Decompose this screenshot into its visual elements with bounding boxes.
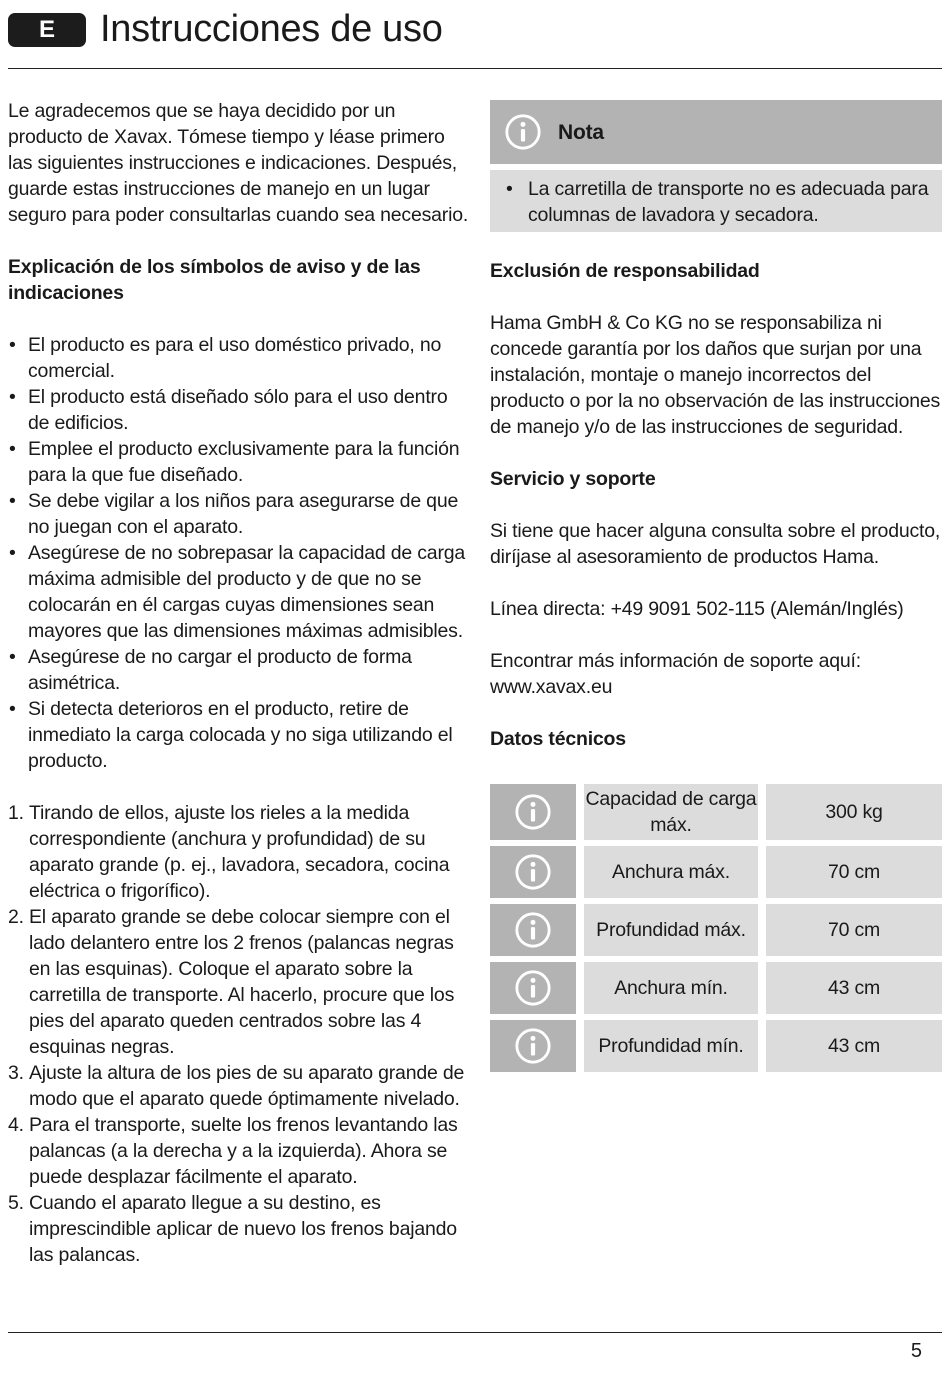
- service-heading: Servicio y soporte: [490, 468, 656, 490]
- step-text: El aparato grande se debe colocar siempre con el lado delantero entre los 2 frenos (palancas negras en las esquinas). Coloque el aparato sobre la carretilla de transporte. Al hacerlo, procure que los pies del aparato queden centrados sobre las 4 esquinas negras.: [29, 906, 455, 1058]
- instruction-steps: [8, 800, 470, 1268]
- page-header: [8, 10, 942, 70]
- note-body: [490, 170, 942, 232]
- step-number: 2.: [8, 906, 24, 928]
- footer-divider: [8, 1332, 942, 1333]
- right-column: [490, 100, 942, 1078]
- tech-heading: Datos técnicos: [490, 728, 626, 750]
- spec-icon-cell: [490, 1020, 576, 1072]
- info-icon: [514, 969, 552, 1007]
- table-row: [490, 962, 942, 1014]
- spec-label: Anchura mín.: [576, 962, 758, 1014]
- intro-paragraph: Le agradecemos que se haya decidido por un producto de Xavax. Tómese tiempo y léase primero las siguientes instrucciones e indicaciones. Después, guarde estas instrucciones de manejo en un lugar seguro para poder consultarlas cuando sea necesario.: [8, 100, 469, 226]
- step-item: [8, 800, 470, 904]
- step-text: Cuando el aparato llegue a su destino, es imprescindible aplicar de nuevo los frenos bajando las palancas.: [29, 1192, 457, 1266]
- spec-value: 43 cm: [758, 1020, 942, 1072]
- step-number: 5.: [8, 1192, 24, 1214]
- list-item: • Emplee el producto exclusivamente para la función para la que fue diseñado.: [8, 436, 470, 488]
- step-item: [8, 1112, 470, 1190]
- step-item: [8, 1190, 470, 1268]
- step-item: [8, 904, 470, 1060]
- liability-text: Hama GmbH & Co KG no se responsabiliza ni concede garantía por los daños que surjan por una instalación, montaje o manejo incorrectos del producto o por la no observación de las instrucciones de manejo y/o de las instrucciones de seguridad.: [490, 312, 941, 438]
- spec-icon-cell: [490, 784, 576, 840]
- spec-label: Capacidad de carga máx.: [576, 784, 758, 840]
- step-text: Para el transporte, suelte los frenos levantando las palancas (a la derecha y a la izquierda). Ahora se puede desplazar fácilmente el aparato.: [29, 1114, 458, 1188]
- step-item: [8, 1060, 470, 1112]
- list-item: • Si detecta deterioros en el producto, retire de inmediato la carga colocada y no siga utilizando el producto.: [8, 696, 470, 774]
- step-text: Tirando de ellos, ajuste los rieles a la medida correspondiente (anchura y profundidad) de su aparato grande (p. ej., lavadora, secadora, cocina eléctrica o frigorífico).: [29, 802, 450, 902]
- note-box: [490, 100, 942, 232]
- liability-heading: Exclusión de responsabilidad: [490, 260, 760, 282]
- info-icon: [504, 113, 542, 151]
- step-number: 3.: [8, 1062, 24, 1084]
- list-item: • Se debe vigilar a los niños para asegurarse de que no juegan con el aparato.: [8, 488, 470, 540]
- note-title: Nota: [558, 121, 604, 144]
- language-badge: E: [8, 13, 86, 47]
- spec-value: 43 cm: [758, 962, 942, 1014]
- spec-value: 300 kg: [758, 784, 942, 840]
- list-item: • Asegúrese de no sobrepasar la capacidad de carga máxima admisible del producto y de que no se colocarán en él cargas cuyas dimensiones sean mayores que las dimensiones máximas admisibles.: [8, 540, 470, 644]
- step-text: Ajuste la altura de los pies de su aparato grande de modo que el aparato quede óptimamente nivelado.: [29, 1062, 465, 1110]
- left-column: [8, 98, 470, 1268]
- spec-table: [490, 778, 942, 1078]
- table-row: [490, 904, 942, 956]
- service-text: Si tiene que hacer alguna consulta sobre el producto, diríjase al asesoramiento de productos Hama.: [490, 520, 941, 568]
- spec-icon-cell: [490, 904, 576, 956]
- bullet: •: [506, 178, 513, 200]
- info-icon: [514, 853, 552, 891]
- page-number: 5: [910, 1340, 922, 1362]
- spec-label: Profundidad mín.: [576, 1020, 758, 1072]
- info-icon: [514, 1027, 552, 1065]
- hotline-text: Línea directa: +49 9091 502-115 (Alemán/Inglés): [490, 598, 904, 620]
- spec-icon-cell: [490, 962, 576, 1014]
- support-url: www.xavax.eu: [490, 676, 613, 698]
- list-item: • El producto es para el uso doméstico privado, no comercial.: [8, 332, 470, 384]
- spec-label: Profundidad máx.: [576, 904, 758, 956]
- table-row: [490, 1020, 942, 1072]
- step-number: 1.: [8, 802, 24, 824]
- page-title: Instrucciones de uso: [100, 8, 443, 50]
- list-item: • El producto está diseñado sólo para el uso dentro de edificios.: [8, 384, 470, 436]
- symbols-heading: Explicación de los símbolos de aviso y de las indicaciones: [8, 256, 421, 304]
- info-icon: [514, 911, 552, 949]
- step-number: 4.: [8, 1114, 24, 1136]
- list-item: • Asegúrese de no cargar el producto de forma asimétrica.: [8, 644, 470, 696]
- note-text: La carretilla de transporte no es adecuada para columnas de lavadora y secadora.: [528, 178, 929, 226]
- spec-icon-cell: [490, 846, 576, 898]
- spec-label: Anchura máx.: [576, 846, 758, 898]
- note-header: [490, 100, 942, 164]
- info-icon: [514, 793, 552, 831]
- spec-value: 70 cm: [758, 846, 942, 898]
- header-divider: [8, 68, 942, 69]
- spec-value: 70 cm: [758, 904, 942, 956]
- safety-list: [8, 332, 470, 774]
- table-row: [490, 784, 942, 840]
- more-info-text: Encontrar más información de soporte aquí:: [490, 650, 861, 672]
- table-row: [490, 846, 942, 898]
